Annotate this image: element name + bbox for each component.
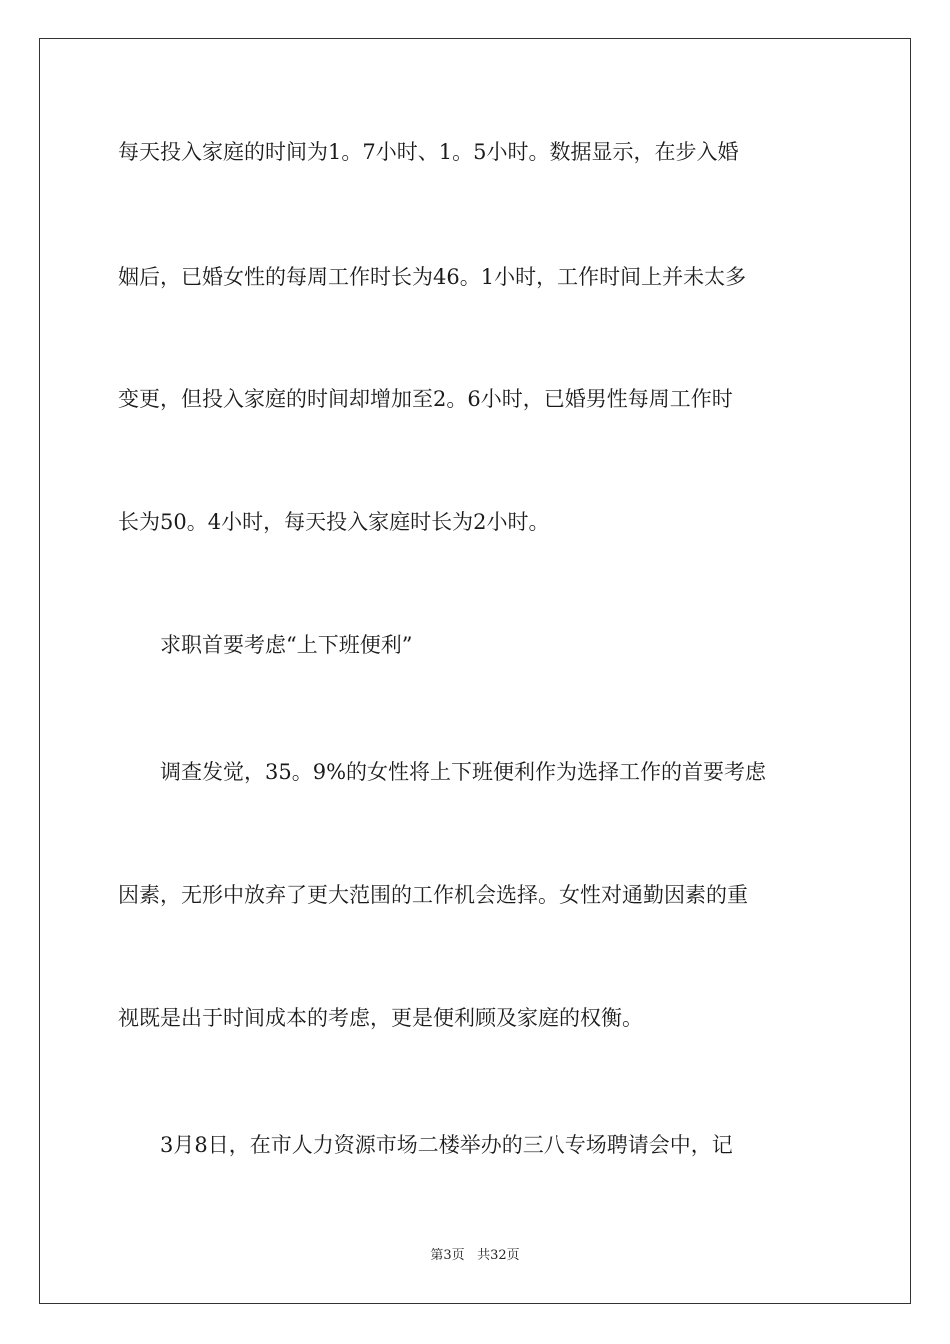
text-line: 3月8日，在市人力资源市场二楼举办的三八专场聘请会中，记 [118,1133,733,1157]
text-line: 每天投入家庭的时间为1。7小时、1。5小时。数据显示，在步入婚 [118,140,739,164]
page-total: 共32页 [477,1248,520,1263]
text-line: 视既是出于时间成本的考虑，更是便利顾及家庭的权衡。 [118,1006,643,1030]
text-line: 调查发觉，35。9%的女性将上下班便利作为选择工作的首要考虑 [118,760,767,784]
page-border [39,38,911,1304]
text-line: 变更，但投入家庭的时间却增加至2。6小时，已婚男性每周工作时 [118,387,733,411]
page-number: 第3页 [430,1248,465,1263]
text-line: 因素，无形中放弃了更大范围的工作机会选择。女性对通勤因素的重 [118,883,748,907]
page-footer [0,1247,950,1265]
text-line: 姻后，已婚女性的每周工作时长为46。1小时，工作时间上并未太多 [118,265,747,289]
text-line: 长为50。4小时，每天投入家庭时长为2小时。 [118,510,550,534]
section-heading: 求职首要考虑“上下班便利” [118,633,413,657]
